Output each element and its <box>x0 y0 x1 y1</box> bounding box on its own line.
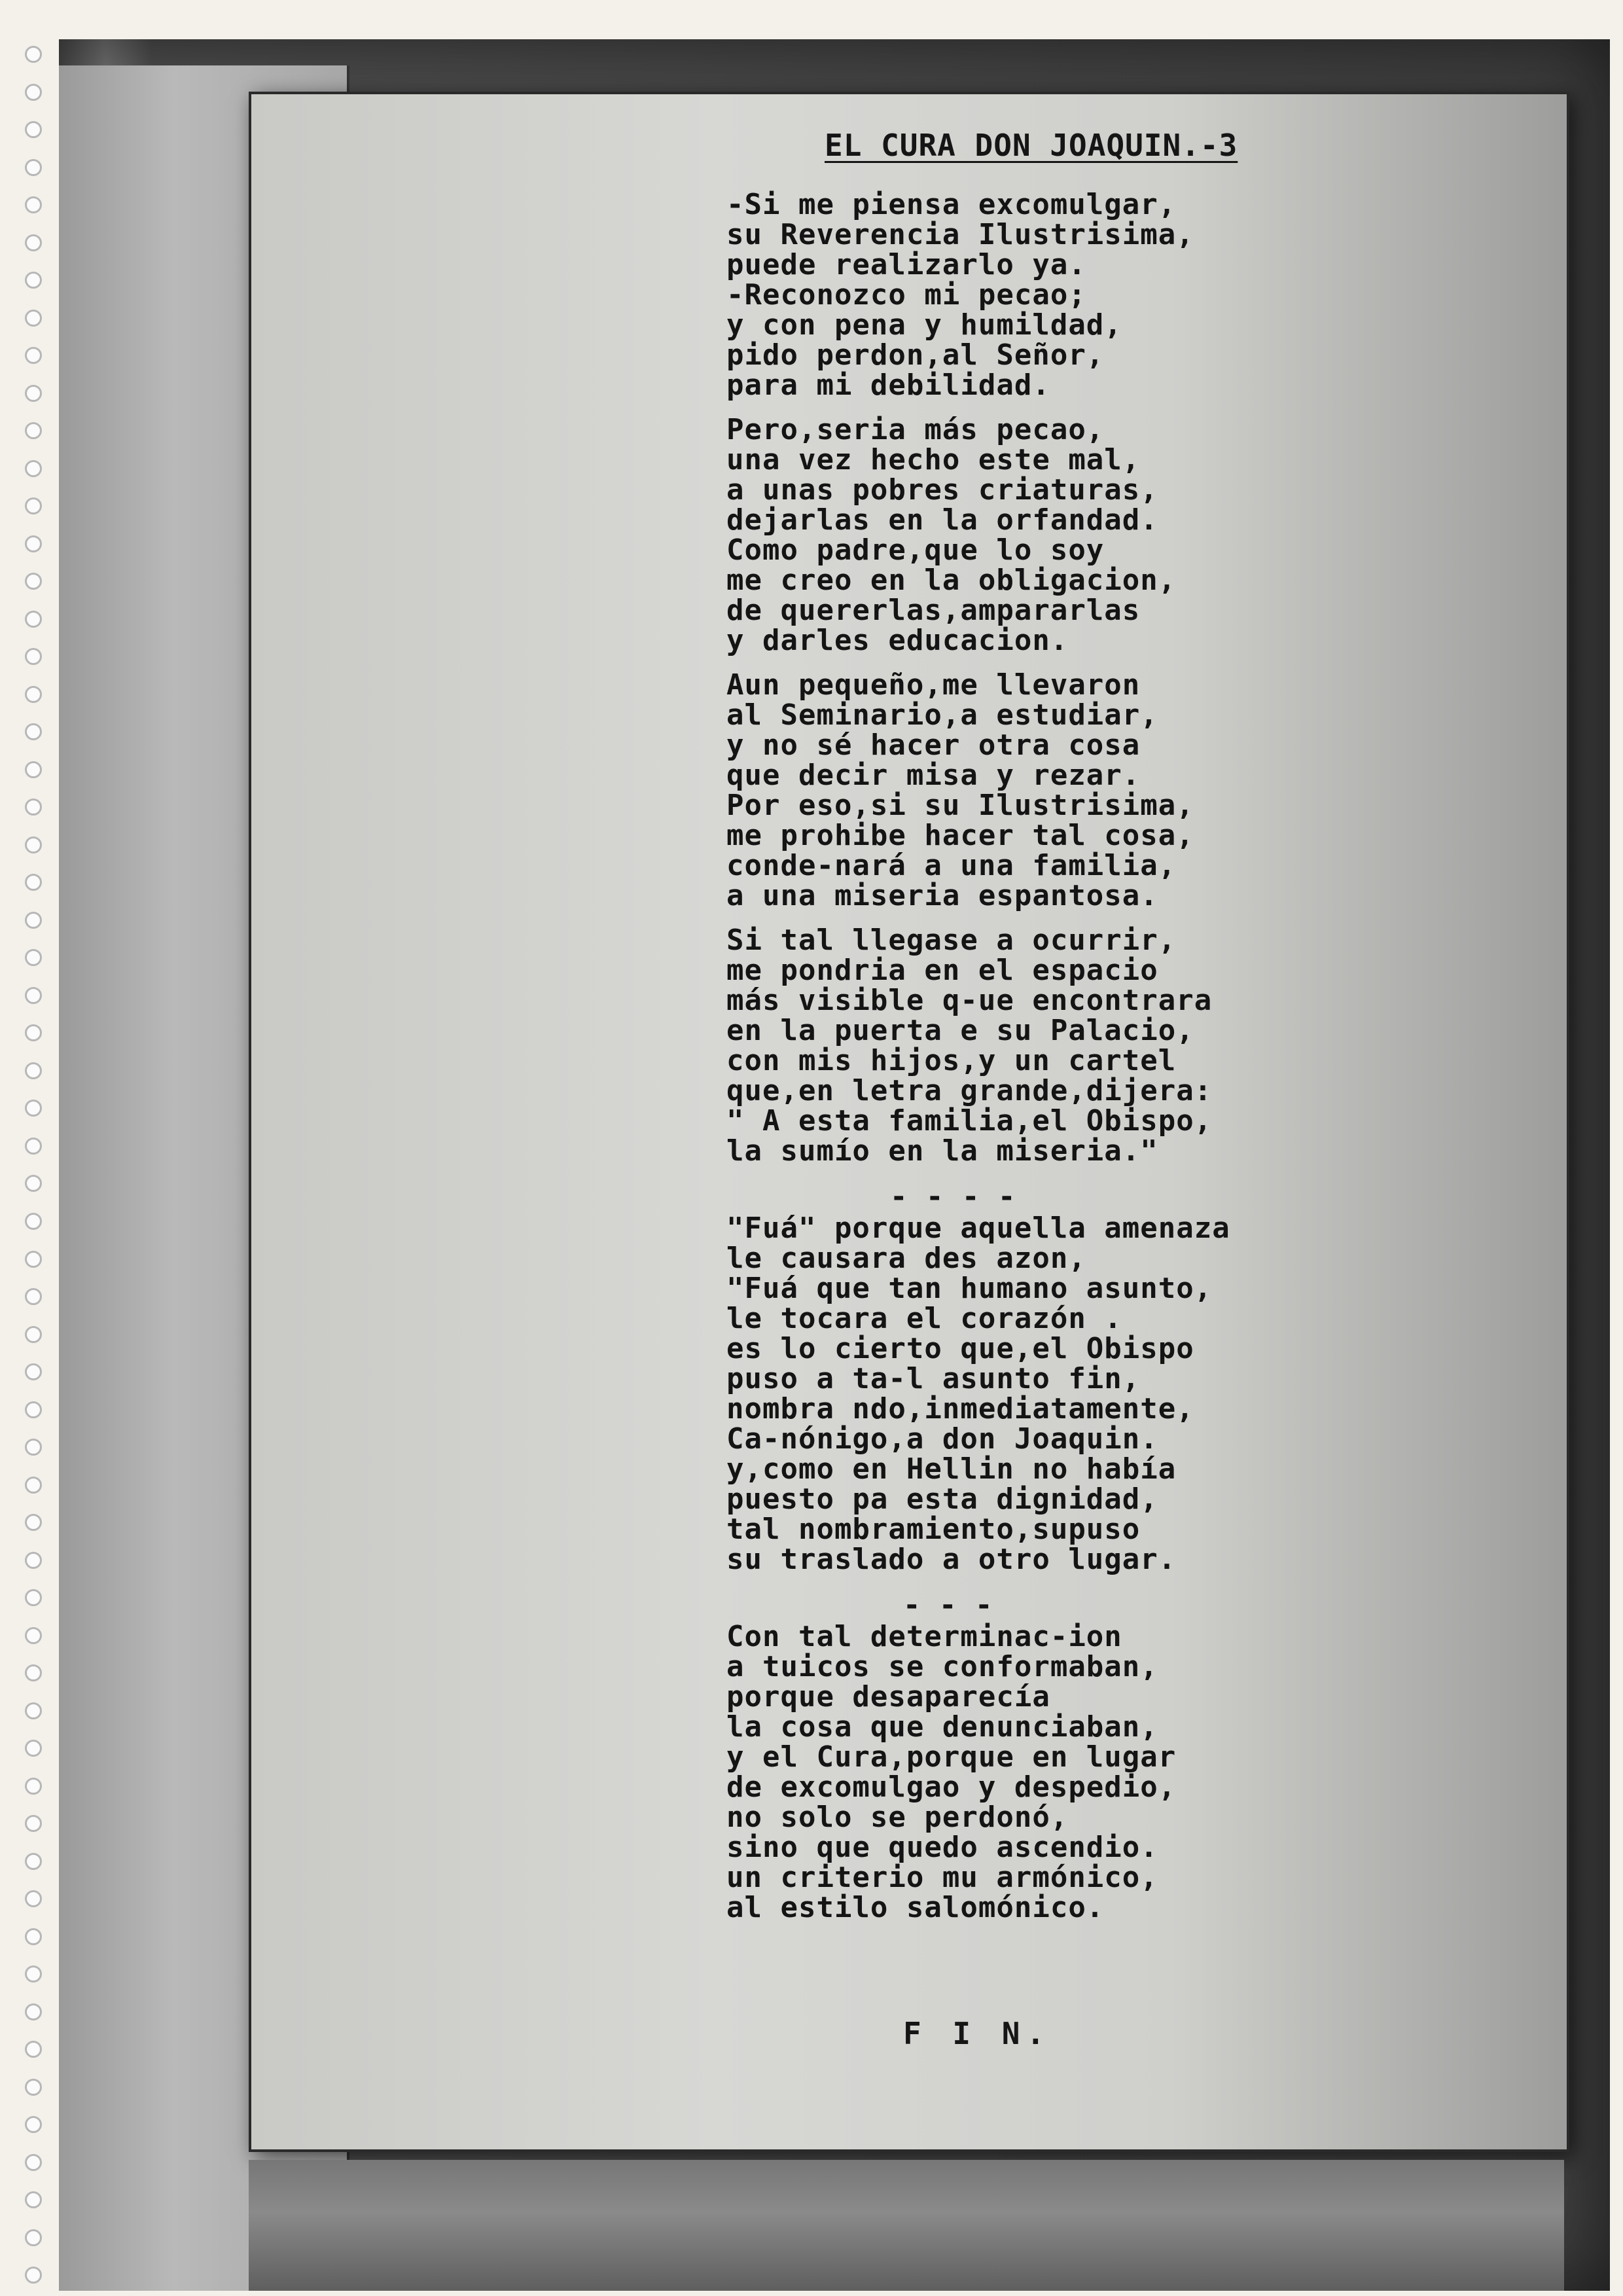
poem-line: su traslado a otro lugar. <box>726 1543 1177 1576</box>
spiral-hole <box>25 2079 42 2096</box>
spiral-hole <box>25 1514 42 1531</box>
spiral-hole <box>25 874 42 891</box>
stanza <box>726 925 1512 1166</box>
poem-line: es lo cierto que,el Obispo <box>726 1332 1194 1365</box>
spiral-hole <box>25 2003 42 2020</box>
poem-line: Si tal llegase a ocurrir, <box>726 924 1177 957</box>
stanza <box>726 415 1512 656</box>
poem-line: puesto pa esta dignidad, <box>726 1482 1158 1516</box>
spiral-hole <box>25 1740 42 1757</box>
poem-line: al Seminario,a estudiar, <box>726 698 1158 732</box>
poem-line: le causara des azon, <box>726 1242 1086 1275</box>
spiral-hole <box>25 1552 42 1569</box>
spiral-hole <box>25 1062 42 1079</box>
poem-line: más visible q-ue encontrara <box>726 984 1213 1017</box>
spiral-hole <box>25 1401 42 1418</box>
spiral-hole <box>25 2154 42 2171</box>
poem-line: tal nombramiento,supuso <box>726 1513 1141 1546</box>
poem-line: la sumío en la miseria." <box>726 1134 1158 1168</box>
page-title: EL CURA DON JOAQUIN.-3 <box>825 128 1238 163</box>
spiral-hole <box>25 1702 42 1719</box>
poem-line: y el Cura,porque en lugar <box>726 1740 1177 1774</box>
spiral-hole <box>25 1890 42 1907</box>
spiral-hole <box>25 46 42 63</box>
poem-line: nombra ndo,inmediatamente, <box>726 1392 1194 1426</box>
poem-line: me creo en la obligacion, <box>726 564 1177 597</box>
spiral-hole <box>25 1138 42 1155</box>
poem-line: sino que quedo ascendio. <box>726 1831 1158 1864</box>
spiral-hole <box>25 1251 42 1268</box>
separator: - - - - <box>890 1180 1016 1213</box>
poem-line: Por eso,si su Ilustrisima, <box>726 789 1194 822</box>
poem-line: a unas pobres criaturas, <box>726 473 1158 507</box>
poem-line: y darles educacion. <box>726 624 1069 657</box>
stanza <box>726 1213 1512 1575</box>
poem-line: con mis hijos,y un cartel <box>726 1044 1177 1077</box>
spiral-hole <box>25 1363 42 1380</box>
poem-line: de excomulgao y despedio, <box>726 1770 1177 1804</box>
poem-line: en la puerta e su Palacio, <box>726 1014 1194 1047</box>
poem-line: "Fuá que tan humano asunto, <box>726 1272 1213 1305</box>
spiral-hole <box>25 1778 42 1795</box>
spiral-hole <box>25 1627 42 1644</box>
spiral-hole <box>25 1965 42 1982</box>
spiral-hole <box>25 912 42 929</box>
poem-line: Pero,seria más pecao, <box>726 413 1105 446</box>
poem-line: de quererlas,ampararlas <box>726 594 1141 627</box>
poem-line: Como padre,que lo soy <box>726 533 1105 567</box>
poem-line: y,como en Hellin no había <box>726 1452 1177 1486</box>
poem-line: y no sé hacer otra cosa <box>726 728 1141 762</box>
spiral-hole <box>25 1853 42 1870</box>
spiral-hole <box>25 723 42 740</box>
poem-line: puso a ta-l asunto fin, <box>726 1362 1141 1395</box>
spiral-hole <box>25 1288 42 1305</box>
poem-line: -Reconozco mi pecao; <box>726 278 1086 312</box>
poem-line: me prohibe hacer tal cosa, <box>726 819 1194 852</box>
spiral-hole <box>25 761 42 778</box>
spiral-hole <box>25 2041 42 2058</box>
poem-line: Ca-nónigo,a don Joaquin. <box>726 1422 1158 1456</box>
poem-line: puede realizarlo ya. <box>726 248 1086 281</box>
spiral-hole <box>25 836 42 853</box>
poem-line: a una miseria espantosa. <box>726 879 1158 912</box>
poem-line: Aun pequeño,me llevaron <box>726 668 1141 702</box>
poem-line: conde-nará a una familia, <box>726 849 1177 882</box>
poem-line: la cosa que denunciaban, <box>726 1710 1158 1744</box>
spiral-hole <box>25 1589 42 1606</box>
spiral-hole <box>25 1024 42 1041</box>
poem-line: pido perdon,al Señor, <box>726 338 1105 372</box>
poem-line: un criterio mu armónico, <box>726 1861 1158 1894</box>
spiral-hole <box>25 1928 42 1945</box>
spiral-hole <box>25 949 42 966</box>
spiral-hole <box>25 1664 42 1681</box>
spiral-hole <box>25 1175 42 1192</box>
spiral-hole <box>25 2116 42 2133</box>
spiral-hole <box>25 2267 42 2284</box>
stanza <box>726 1622 1512 1923</box>
stanza <box>726 190 1512 401</box>
spiral-hole <box>25 1213 42 1230</box>
poem-line: "Fuá" porque aquella amenaza <box>726 1211 1230 1245</box>
spiral-hole <box>25 2229 42 2246</box>
poem-body <box>726 190 1512 1937</box>
end-mark: F I N. <box>903 2016 1052 2051</box>
spiral-hole <box>25 1477 42 1494</box>
poem-line: que decir misa y rezar. <box>726 759 1141 792</box>
poem-line: su Reverencia Ilustrisima, <box>726 218 1194 251</box>
spiral-hole <box>25 2191 42 2208</box>
poem-line: -Si me piensa excomulgar, <box>726 188 1177 221</box>
poem-line: Con tal determinac-ion <box>726 1620 1122 1653</box>
spiral-hole <box>25 987 42 1004</box>
poem-line: porque desaparecía <box>726 1680 1050 1713</box>
separator: - - - <box>903 1588 993 1622</box>
poem-line: para mi debilidad. <box>726 368 1050 402</box>
poem-line: le tocara el corazón . <box>726 1302 1122 1335</box>
poem-line: dejarlas en la orfandad. <box>726 503 1158 537</box>
spiral-hole <box>25 84 42 101</box>
spiral-hole <box>25 1100 42 1117</box>
stanza <box>726 670 1512 911</box>
poem-line: no solo se perdonó, <box>726 1801 1069 1834</box>
spiral-hole <box>25 1326 42 1343</box>
bottom-shadow <box>249 2160 1564 2291</box>
poem-line: una vez hecho este mal, <box>726 443 1141 476</box>
poem-line: que,en letra grande,dijera: <box>726 1074 1213 1107</box>
spiral-hole <box>25 1439 42 1456</box>
poem-line: y con pena y humildad, <box>726 308 1122 342</box>
poem-line: a tuicos se conformaban, <box>726 1650 1158 1683</box>
spiral-hole <box>25 798 42 816</box>
poem-line: " A esta familia,el Obispo, <box>726 1104 1213 1138</box>
poem-line: al estilo salomónico. <box>726 1891 1105 1924</box>
poem-line: me pondria en el espacio <box>726 954 1158 987</box>
stanza-group <box>726 190 1512 1166</box>
spiral-hole <box>25 1815 42 1832</box>
